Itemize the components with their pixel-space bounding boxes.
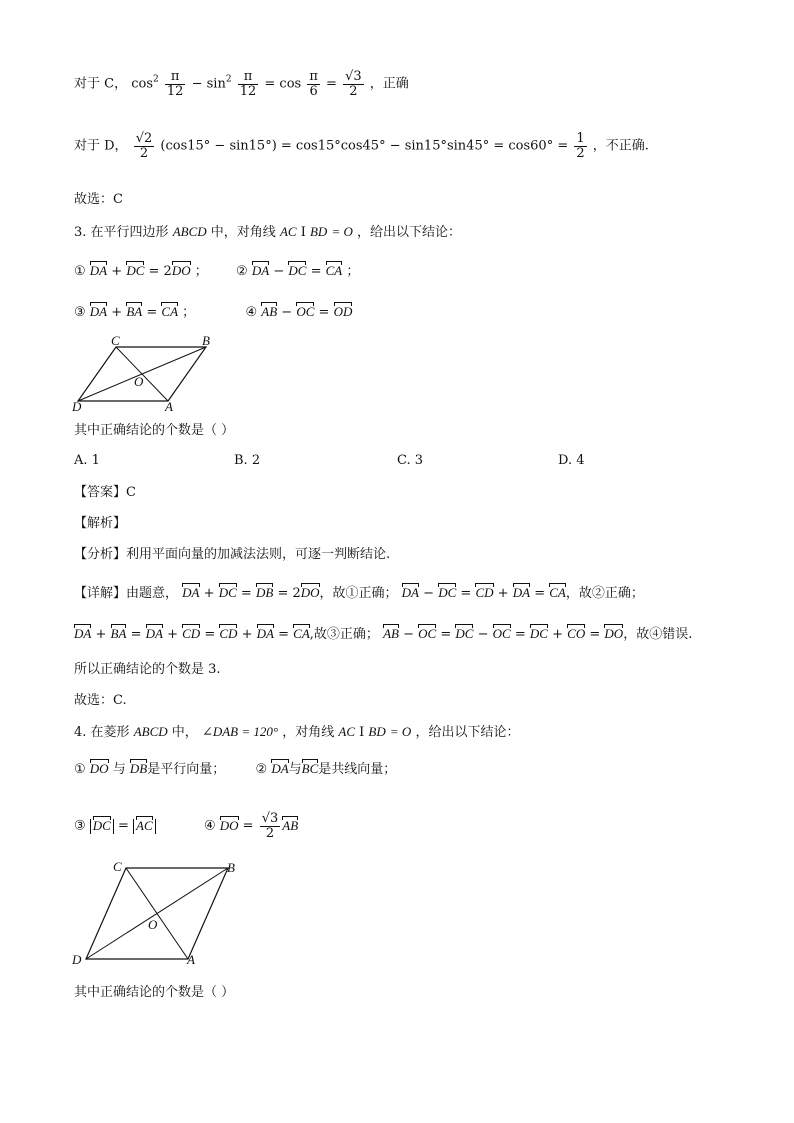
math: I (359, 725, 365, 740)
vector: DA (256, 626, 274, 641)
vector: AB (261, 304, 278, 319)
vector: CA (293, 626, 310, 641)
fraction (260, 812, 281, 840)
vertex-label-b: B (202, 333, 210, 348)
option-c[interactable]: C. 3 (397, 453, 424, 468)
vector: DC (529, 626, 548, 641)
vector: DA (145, 626, 163, 641)
vector: DO (171, 263, 191, 278)
math: sin (206, 76, 226, 92)
operator: + (203, 586, 215, 601)
vector: DO (219, 817, 239, 833)
vertex-label-a: A (187, 952, 195, 967)
abs-value (133, 819, 156, 834)
math: ∠DAB = 120° (201, 724, 279, 739)
math: = O (389, 724, 412, 739)
text: 中， (171, 725, 198, 740)
numerator: 1 (576, 131, 585, 146)
vector: DA (401, 585, 420, 600)
text: 与 (112, 762, 126, 777)
abs-value (90, 819, 114, 834)
claim-marker: ③ (74, 818, 86, 834)
q3-claims-row2 (74, 304, 352, 321)
vector: CD (219, 626, 238, 641)
text: ，故②正确； (565, 586, 644, 601)
denominator: 2 (349, 83, 358, 99)
q3-claims-row1 (74, 263, 359, 280)
vector: CO (567, 626, 586, 641)
text: 与 (288, 762, 302, 777)
math: ABCD (172, 224, 207, 239)
vector: DA (512, 585, 531, 600)
fraction (574, 132, 586, 160)
vector: OD (333, 304, 353, 319)
claim-marker: ② (236, 264, 248, 279)
math: (cos15° − sin15°) = cos15°cos45° − sin15°sin45° = cos60° = (160, 138, 569, 154)
vector: CA (325, 263, 343, 278)
vector: AB (282, 817, 299, 833)
math: = O (331, 224, 353, 239)
vector: DC (218, 585, 237, 600)
vector: OC (492, 626, 511, 641)
numerator: √3 (261, 811, 279, 826)
text: 4. 在菱形 (74, 725, 130, 740)
operator: = (310, 264, 322, 279)
q4-question: 其中正确结论的个数是（ ） (74, 985, 235, 1000)
q3-fenxi (74, 547, 390, 563)
text: ，故④错误. (623, 627, 693, 642)
operator: = (240, 586, 252, 601)
vector: DO (604, 626, 624, 641)
operator: = (130, 627, 142, 642)
claim-marker: ① (74, 264, 86, 279)
operator: = (514, 627, 526, 642)
exponent: 2 (225, 74, 232, 85)
text: ，给出以下结论： (357, 225, 462, 240)
operator: = (440, 627, 452, 642)
numerator: π (165, 70, 186, 85)
claim-marker: ③ (74, 305, 86, 320)
operator: = (460, 586, 472, 601)
vertex-label-b: B (227, 860, 235, 875)
fraction (238, 70, 259, 98)
operator: + (241, 627, 253, 642)
vector: DC (455, 626, 474, 641)
vector: DO (89, 761, 109, 776)
operator: = (534, 586, 546, 601)
text: ，对角线 (282, 725, 335, 740)
center-label-o: O (148, 917, 158, 932)
q3-choose: 故选：C. (74, 693, 127, 708)
text: 中，对角线 (210, 225, 276, 240)
vertex-label-d: D (72, 952, 82, 967)
math: BD (309, 224, 328, 239)
q3-question: 其中正确结论的个数是（ ） (74, 423, 235, 438)
vector: DA (89, 304, 108, 319)
vector: DC (126, 263, 145, 278)
vector: DO (300, 585, 320, 600)
operator: = (326, 76, 337, 92)
denominator: 2 (265, 825, 275, 841)
vector: OC (296, 304, 315, 319)
vector: DA (251, 263, 270, 278)
operator: = 2 (148, 264, 172, 279)
fraction (134, 132, 155, 160)
vector: DA (89, 263, 108, 278)
text: ,故③正确； (309, 627, 379, 642)
operator: + (167, 627, 178, 642)
q3-detail-line2 (74, 626, 692, 643)
fraction (165, 70, 186, 98)
vector: DB (129, 761, 148, 776)
operator: + (95, 627, 107, 642)
q4-stem (74, 724, 519, 741)
operator: + (497, 586, 509, 601)
operator: = (318, 305, 330, 320)
text: ，故①正确； (319, 586, 398, 601)
operator: = (204, 627, 216, 642)
text: ； (194, 264, 208, 279)
vector: BA (110, 626, 127, 641)
text: ，给出以下结论： (415, 725, 520, 740)
math: AC (338, 724, 355, 739)
operator: + (111, 305, 123, 320)
operator: − (477, 627, 489, 642)
denominator: 12 (239, 83, 257, 99)
math: cos (131, 76, 154, 92)
vector: DA (182, 585, 200, 600)
center-label-o: O (134, 374, 144, 389)
q3-answer: 【答案】C (74, 485, 136, 500)
vertex-label-c: C (111, 333, 120, 348)
math: = cos (264, 76, 302, 92)
text: 对于 C， (74, 76, 128, 92)
vector: DC (92, 817, 111, 833)
vertex-label-a: A (165, 399, 173, 412)
denominator: 2 (139, 145, 149, 161)
operator: − (273, 264, 285, 279)
q4-claims-row2 (74, 812, 298, 840)
claim-marker: ④ (203, 818, 216, 834)
vector: DC (438, 585, 457, 600)
numerator: √2 (135, 131, 153, 146)
vertex-label-c: C (113, 859, 122, 874)
diagonal-bd (86, 868, 228, 959)
vector: CD (182, 626, 201, 641)
operator: + (552, 627, 564, 642)
q3-detail-line1 (74, 585, 644, 602)
denominator: 2 (576, 145, 585, 161)
operator: − (191, 76, 203, 92)
detail-label: 【详解】 (74, 586, 127, 601)
vector: CA (161, 304, 179, 319)
vector: BA (126, 304, 143, 319)
vector: BC (301, 761, 319, 776)
numerator: π (238, 70, 259, 85)
vector: AC (136, 817, 153, 833)
operator: = (118, 818, 129, 834)
math: I (300, 225, 306, 240)
fraction (307, 70, 320, 98)
operator: + (111, 264, 123, 279)
q3-options (74, 453, 714, 471)
text: 对于 D， (74, 138, 128, 154)
parallelogram-figure (70, 332, 230, 412)
vector: DA (74, 626, 92, 641)
option-a[interactable]: A. 1 (74, 453, 100, 468)
claim-marker: ② (255, 762, 268, 777)
denominator: 6 (309, 83, 318, 99)
q4-claims-row1 (74, 761, 396, 778)
line-option-c (74, 70, 409, 98)
math: AC (279, 224, 297, 239)
math: BD (368, 724, 386, 739)
text: ，不正确. (592, 138, 649, 154)
exponent: 2 (153, 74, 159, 85)
line-option-d (74, 132, 649, 160)
rhombus-figure (68, 858, 248, 968)
vector: OC (418, 626, 437, 641)
fenxi-text: 利用平面向量的加减法法则，可逐一判断结论. (126, 547, 391, 562)
operator: = (242, 818, 254, 834)
operator: = (146, 305, 158, 320)
vector: DB (255, 585, 274, 600)
vector: AB (383, 626, 399, 641)
operator: = (589, 627, 601, 642)
option-b[interactable]: B. 2 (234, 453, 261, 468)
operator: − (423, 586, 435, 601)
claim-marker: ④ (245, 305, 258, 320)
text: ； (182, 305, 196, 320)
text: 由题意， (126, 586, 179, 601)
claim-marker: ① (74, 762, 86, 777)
operator: = 2 (277, 586, 301, 601)
q3-conclusion: 所以正确结论的个数是 3. (74, 662, 221, 677)
fenxi-label: 【分析】 (74, 547, 127, 562)
text: 是共线向量； (318, 762, 397, 777)
text: 是平行向量； (147, 762, 226, 777)
vector: DA (271, 761, 289, 776)
vertex-label-d: D (72, 399, 82, 412)
vector: CA (549, 585, 566, 600)
text: ； (346, 264, 360, 279)
math: ABCD (133, 724, 168, 739)
previous-answer: 故选：C (74, 192, 123, 207)
text: 3. 在平行四边形 (74, 225, 169, 240)
option-d[interactable]: D. 4 (558, 453, 585, 468)
numerator: π (309, 69, 318, 84)
operator: = (278, 627, 290, 642)
operator: − (403, 627, 415, 642)
q3-stem (74, 224, 461, 241)
fraction (343, 70, 364, 98)
q3-analysis-title: 【解析】 (74, 516, 127, 531)
vector: DC (288, 263, 307, 278)
denominator: 12 (166, 83, 184, 99)
vector: CD (475, 585, 494, 600)
numerator: √3 (345, 69, 362, 84)
operator: − (281, 305, 293, 320)
text: ，正确 (369, 76, 409, 92)
